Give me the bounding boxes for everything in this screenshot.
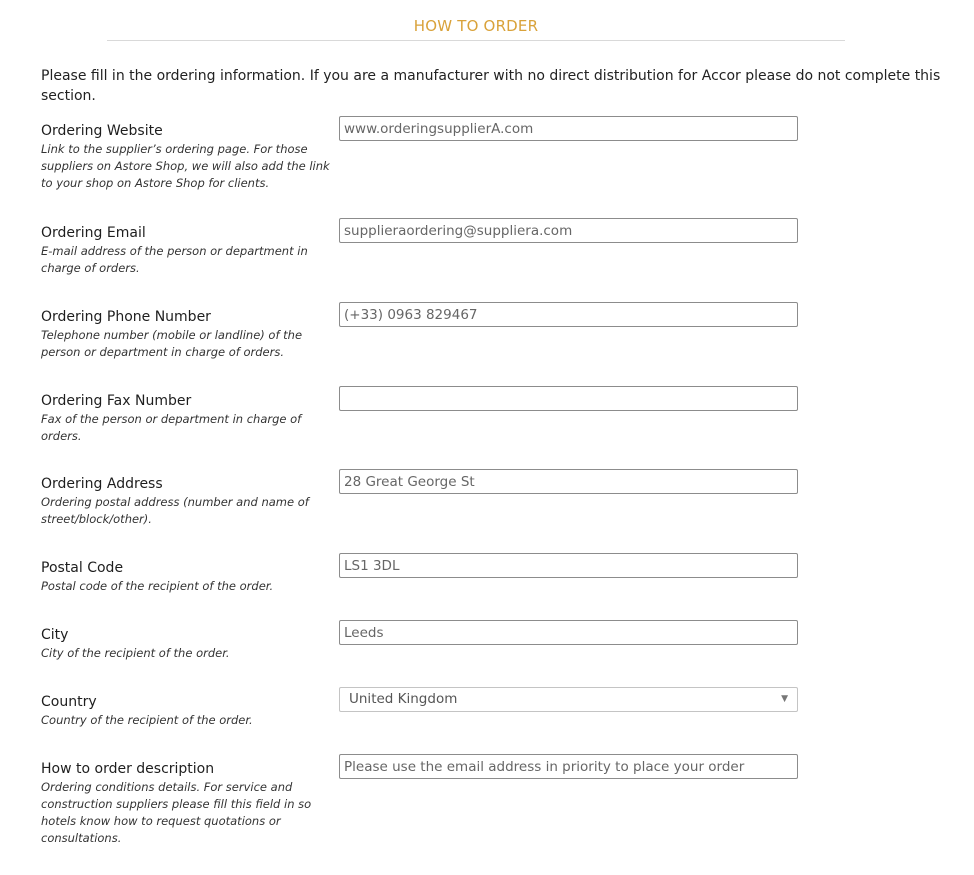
phone-input[interactable] <box>339 302 798 327</box>
postal-code-help: Postal code of the recipient of the order. <box>41 579 274 593</box>
address-input[interactable] <box>339 469 798 494</box>
fax-label: Ordering Fax Number <box>41 393 192 409</box>
website-input[interactable] <box>339 116 798 141</box>
address-label: Ordering Address <box>41 476 163 492</box>
fax-help: Fax of the person or department in charge of orders. <box>41 412 302 443</box>
email-input[interactable] <box>339 218 798 243</box>
postal-code-input[interactable] <box>339 553 798 578</box>
country-help: Country of the recipient of the order. <box>41 713 253 727</box>
city-input[interactable] <box>339 620 798 645</box>
website-help: Link to the supplier’s ordering page. For those suppliers on Astore Shop, we will also add the link to your shop on Astore Shop for clients. <box>41 142 330 190</box>
section-intro: Please fill in the ordering information. If you are a manufacturer with no direct distribution for Accor please do not complete this section. <box>41 68 941 104</box>
phone-help: Telephone number (mobile or landline) of the person or department in charge of orders. <box>41 328 303 359</box>
email-help: E-mail address of the person or department in charge of orders. <box>41 244 308 275</box>
address-help: Ordering postal address (number and name of street/block/other). <box>41 495 309 526</box>
description-help: Ordering conditions details. For service and construction suppliers please fill this field in so hotels know how to request quotations or consultations. <box>41 780 312 845</box>
fax-input[interactable] <box>339 386 798 411</box>
country-selected-value: United Kingdom <box>349 691 458 707</box>
city-label: City <box>41 627 69 643</box>
title-divider <box>107 40 845 41</box>
city-help: City of the recipient of the order. <box>41 646 230 660</box>
phone-label: Ordering Phone Number <box>41 309 211 325</box>
country-label: Country <box>41 694 97 710</box>
postal-code-label: Postal Code <box>41 560 124 576</box>
email-label: Ordering Email <box>41 225 146 241</box>
country-select[interactable] <box>339 687 798 712</box>
section-title: HOW TO ORDER <box>413 17 539 35</box>
description-label: How to order description <box>41 761 215 777</box>
website-label: Ordering Website <box>41 123 163 139</box>
description-input[interactable] <box>339 754 798 779</box>
chevron-down-icon: ▼ <box>781 694 788 704</box>
